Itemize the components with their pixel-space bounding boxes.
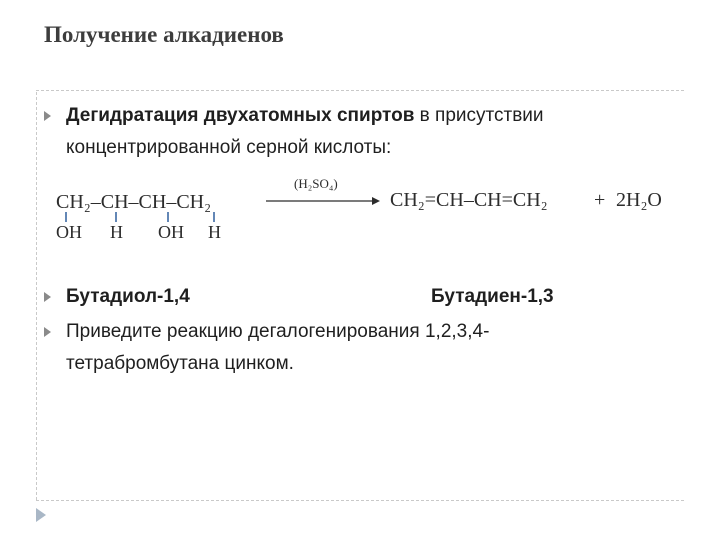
water-formula: 2H₂O <box>616 189 662 211</box>
substituent-h-1: H <box>110 222 123 242</box>
arrow-head-icon <box>372 197 380 205</box>
butadiol-label: Бутадиол-1,4 <box>66 286 190 307</box>
substituent-h-2: H <box>208 222 221 242</box>
bullet-3-line-1: Приведите реакцию дегалогенирования 1,2,3,4- <box>66 321 490 342</box>
triangle-bullet-icon <box>44 292 51 302</box>
bullet-1-bold: Дегидратация двухатомных спиртов <box>66 105 415 126</box>
butadiene-label: Бутадиен-1,3 <box>431 286 554 307</box>
top-divider <box>36 90 684 91</box>
bullet-1-rest: в присутствии <box>414 105 544 126</box>
bullet-1-line-2: концентрированной серной кислоты: <box>66 137 392 158</box>
triangle-bullet-icon <box>44 327 51 337</box>
reactant-formula: CH₂–CH–CH–CH₂ <box>56 191 212 213</box>
bullet-2-left <box>66 283 190 311</box>
substituent-oh-1: OH <box>56 222 82 242</box>
left-guide-line <box>36 92 37 500</box>
reaction-equation <box>54 176 674 246</box>
bullet-3-line-2: тетрабромбутана цинком. <box>66 353 294 374</box>
catalyst-label: (H₂SO₄) <box>294 176 338 191</box>
nav-arrow-icon[interactable] <box>36 508 46 522</box>
bullet-1-line-1 <box>66 102 544 130</box>
bullet-2-right <box>431 283 554 311</box>
plus-sign: + <box>594 189 606 211</box>
slide-title: Получение алкадиенов <box>44 22 284 47</box>
substituent-oh-2: OH <box>158 222 184 242</box>
triangle-bullet-icon <box>44 111 51 121</box>
bottom-divider <box>36 500 684 501</box>
product-formula: CH₂=CH–CH=CH₂ <box>390 189 548 211</box>
